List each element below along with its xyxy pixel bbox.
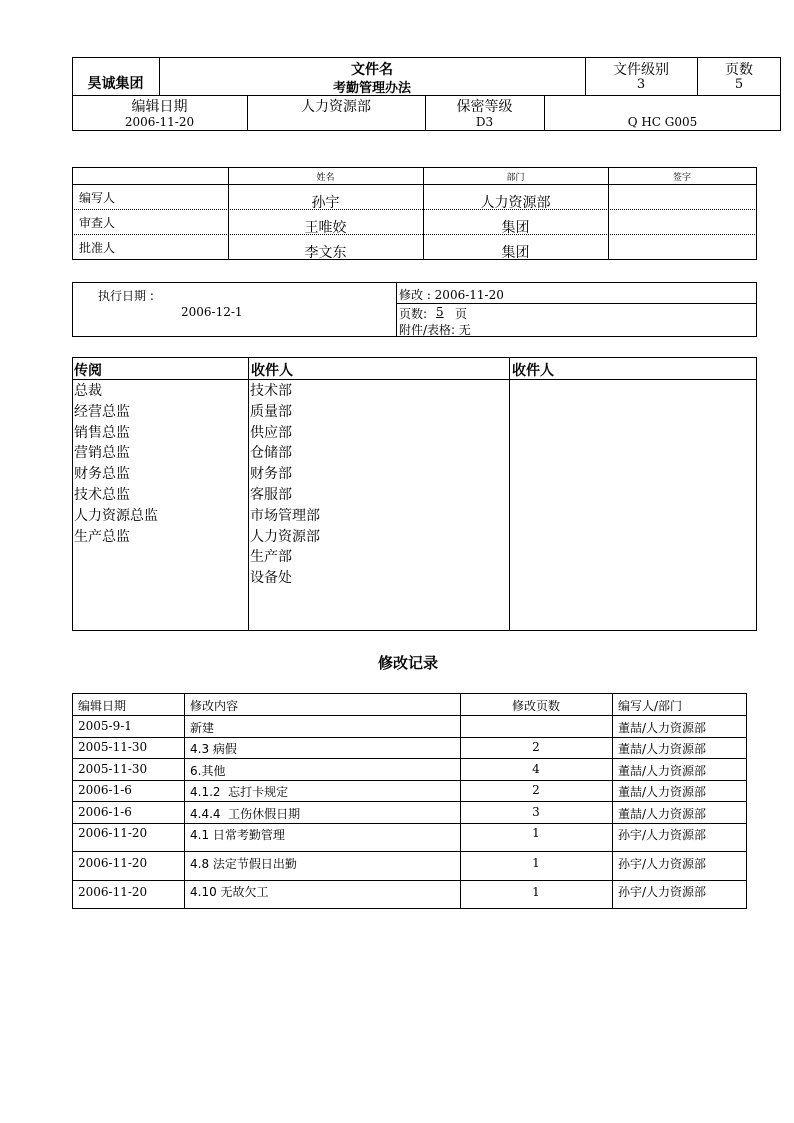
exec-pages-value: 5	[436, 305, 444, 319]
dept-reviewer: 集团	[501, 220, 530, 236]
rev-author: 董喆/人力资源部	[618, 721, 707, 735]
list-item: 市场管理部	[250, 507, 320, 524]
list-item: 客服部	[250, 486, 292, 503]
level-label: 文件级别	[613, 62, 669, 78]
rev-author: 孙宇/人力资源部	[618, 857, 707, 871]
list-item: 设备处	[250, 570, 292, 587]
rev-content: 4.4.4 工伤休假日期	[190, 807, 301, 821]
dept-approver: 集团	[501, 245, 530, 261]
edit-date-label: 编辑日期	[131, 99, 188, 115]
department: 人力资源部	[301, 99, 371, 115]
list-item: 生产部	[250, 549, 292, 566]
pages-value: 5	[734, 77, 744, 92]
rev-col-content: 修改内容	[190, 699, 239, 713]
rev-content: 4.3 病假	[190, 742, 237, 756]
rev-date: 2006-1-6	[78, 783, 132, 797]
list-item: 营销总监	[74, 445, 130, 462]
revise-date: 修改 : 2006-11-20	[399, 288, 504, 302]
exec-date-value: 2006-12-1	[181, 305, 243, 319]
rev-col-date: 编辑日期	[78, 699, 127, 713]
list-item: 财务总监	[74, 466, 130, 483]
rev-author: 董喆/人力资源部	[618, 742, 707, 756]
list-item: 财务部	[250, 466, 292, 483]
secrecy-value: D3	[475, 115, 494, 129]
list-item: 人力资源部	[250, 528, 320, 545]
rev-pages: 2	[532, 740, 540, 754]
exec-pages-unit: 页	[455, 307, 468, 321]
rev-content: 新建	[190, 721, 215, 735]
list-item: 经营总监	[74, 403, 130, 420]
rev-date: 2006-11-20	[78, 826, 148, 840]
rev-pages: 3	[532, 805, 540, 819]
rev-col-author: 编写人/部门	[618, 699, 683, 713]
col-sign-header: 签字	[672, 173, 691, 183]
recipient-list	[250, 381, 320, 589]
role-reviewer: 审查人	[79, 216, 116, 230]
circulate-list	[74, 381, 158, 547]
rev-content: 4.10 无故欠工	[190, 885, 269, 899]
level-value: 3	[636, 77, 646, 92]
list-item: 仓储部	[250, 445, 292, 462]
pages-label: 页数	[725, 62, 753, 78]
attachments: 附件/表格: 无	[399, 323, 471, 337]
rev-content: 4.1.2 忘打卡规定	[190, 785, 289, 799]
secrecy-label: 保密等级	[456, 99, 513, 115]
dept-author: 人力资源部	[480, 195, 551, 211]
rev-date: 2005-9-1	[78, 719, 132, 733]
rev-content: 4.1 日常考勤管理	[190, 828, 285, 842]
rev-date: 2005-11-30	[78, 762, 148, 776]
rev-author: 董喆/人力资源部	[618, 807, 707, 821]
rev-date: 2006-11-20	[78, 856, 148, 870]
rev-author: 孙宇/人力资源部	[618, 885, 707, 899]
list-item: 人力资源总监	[74, 507, 158, 524]
list-item: 技术部	[250, 383, 292, 399]
rev-date: 2006-1-6	[78, 805, 132, 819]
role-author: 编写人	[79, 191, 116, 205]
doc-code: Q HC G005	[627, 115, 698, 129]
rev-author: 董喆/人力资源部	[618, 764, 707, 778]
rev-col-pages: 修改页数	[511, 699, 560, 713]
doc-name-label: 文件名	[351, 62, 393, 78]
list-item: 技术总监	[74, 486, 130, 503]
role-approver: 批准人	[79, 241, 116, 255]
list-item: 销售总监	[74, 424, 130, 441]
recipient-header-1: 收件人	[251, 363, 293, 379]
exec-pages-label: 页数:	[399, 307, 428, 321]
rev-date: 2006-11-20	[78, 885, 148, 899]
list-item: 供应部	[250, 424, 292, 441]
exec-date-label: 执行日期 :	[98, 289, 154, 303]
rev-content: 6.其他	[190, 764, 226, 778]
company-name: 昊诚集团	[87, 76, 144, 92]
rev-date: 2005-11-30	[78, 740, 148, 754]
doc-name: 考勤管理办法	[332, 81, 411, 96]
rev-pages: 1	[532, 856, 540, 870]
rev-pages: 1	[532, 885, 540, 899]
rev-author: 孙宇/人力资源部	[618, 828, 707, 842]
rev-pages: 4	[532, 762, 540, 776]
name-author: 孙宇	[311, 195, 340, 211]
list-item: 生产总监	[74, 528, 130, 545]
rev-pages: 2	[532, 783, 540, 797]
col-name-header: 姓名	[316, 173, 335, 183]
name-approver: 李文东	[304, 245, 347, 261]
recipient-header-2: 收件人	[512, 363, 554, 379]
revision-title: 修改记录	[377, 654, 438, 672]
rev-content: 4.8 法定节假日出勤	[190, 857, 297, 871]
name-reviewer: 王唯姣	[304, 220, 347, 236]
circulate-header: 传阅	[74, 363, 102, 379]
list-item: 质量部	[250, 403, 292, 420]
rev-pages: 1	[532, 826, 540, 840]
edit-date-value: 2006-11-20	[124, 115, 195, 129]
col-dept-header: 部门	[506, 173, 525, 183]
list-item: 总裁	[74, 383, 102, 399]
rev-author: 董喆/人力资源部	[618, 785, 707, 799]
